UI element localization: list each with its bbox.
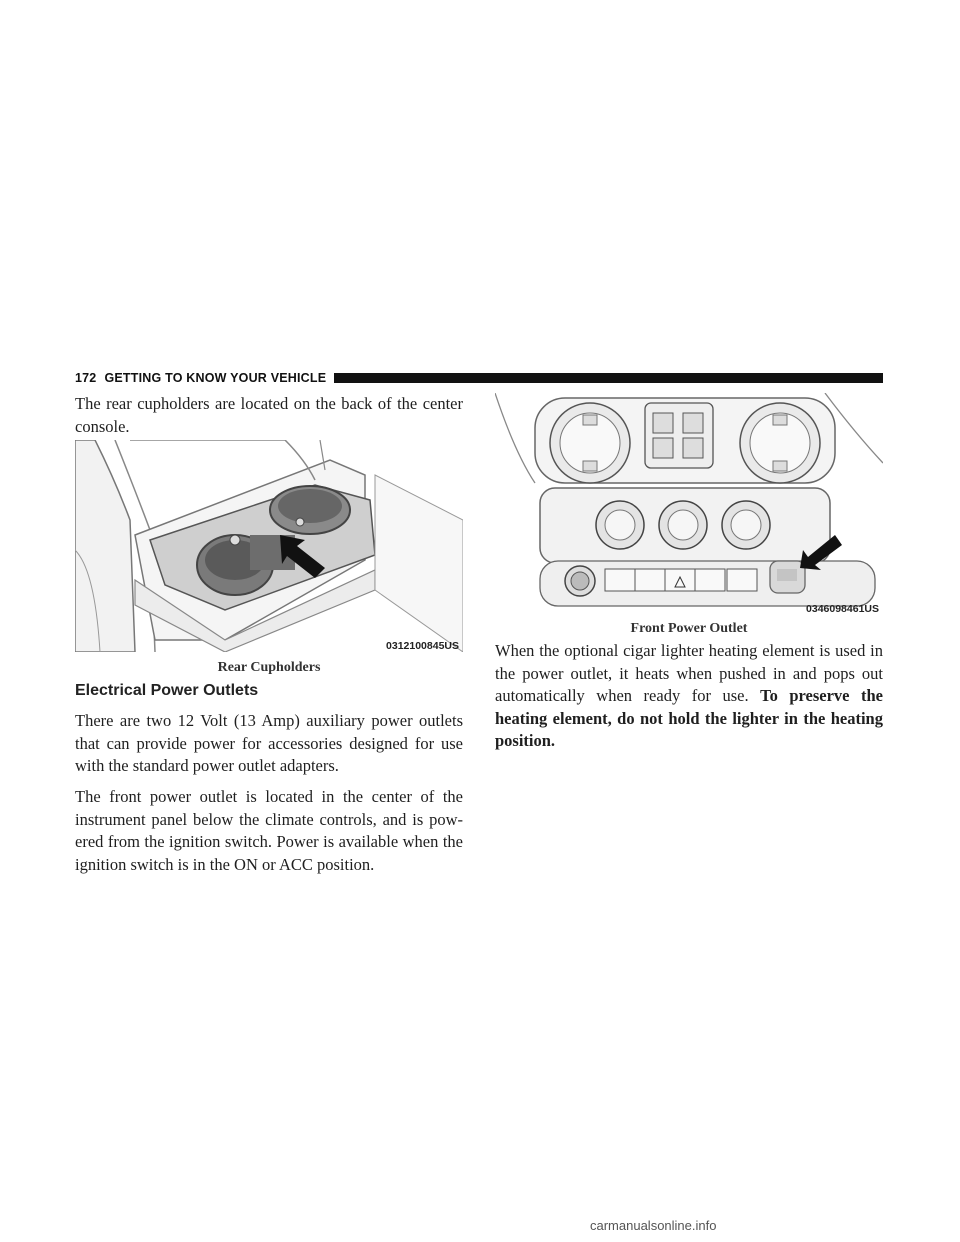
- section-title: GETTING TO KNOW YOUR VEHICLE: [104, 371, 327, 385]
- rear-cupholders-figure: [75, 440, 463, 652]
- header-rule: [334, 373, 883, 383]
- front-outlet-paragraph: The front power outlet is located in the center of the instrument panel below the climate controls, and is pow- ered from the ignition switch. Power is available when the ignition switch is in the ON or ACC position.: [75, 787, 463, 874]
- section-heading: Electrical Power Outlets: [75, 682, 259, 699]
- front-power-outlet-illustration: [495, 393, 883, 615]
- figure-code: 0312100845US: [386, 640, 459, 652]
- lighter-paragraph: [495, 640, 883, 753]
- intro-paragraph: The rear cupholders are located on the back of the center console.: [75, 394, 463, 436]
- rear-cupholders-illustration: [75, 440, 463, 652]
- lighter-text: When the optional cigar lighter heating element is used in the power outlet, it heats when pushed in and pops out automatically when ready for use.: [495, 641, 883, 705]
- figure-code: 0346098461US: [806, 603, 879, 615]
- watermark: carmanualsonline.info: [590, 1218, 717, 1233]
- figure-caption: Front Power Outlet: [630, 621, 748, 636]
- page-header: [75, 368, 883, 388]
- front-power-outlet-figure: [495, 393, 883, 615]
- lighter-warning: To preserve the heating element, do not hold the lighter in the heating position.: [495, 686, 884, 750]
- power-outlets-paragraph: There are two 12 Volt (13 Amp) auxiliary power outlets that can provide power for accessories designed for use with the standard power outlet adapters.: [75, 711, 463, 775]
- figure-caption: Rear Cupholders: [217, 660, 321, 675]
- page-number: 172: [75, 371, 97, 385]
